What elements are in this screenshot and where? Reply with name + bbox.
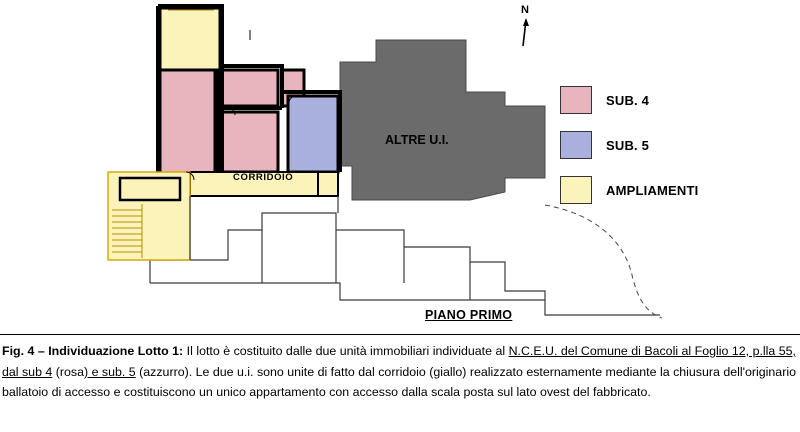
color-swatch-sub4 (560, 86, 592, 114)
caption-figure-number: Fig. 4 – Individuazione Lotto 1: (2, 344, 184, 358)
boundary-dashed (545, 205, 662, 318)
legend-item-ampliamenti (560, 176, 790, 204)
stairs-ampliamenti (108, 172, 190, 260)
color-swatch-ampliamenti (560, 176, 592, 204)
site-connector (190, 196, 338, 260)
legend-label-ampliamenti: AMPLIAMENTI (606, 182, 699, 198)
caption-underline-1: N.C.E.U. del Comune di Bacoli al Foglio 12, p.lla 55, dal sub 4 (2, 344, 796, 379)
caption-text-2: (rosa (52, 364, 84, 379)
figure-caption (2, 341, 796, 403)
ampliamenti-top (160, 8, 220, 70)
legend-item-sub4 (560, 86, 790, 114)
legend-label-sub5: SUB. 5 (606, 137, 650, 153)
north-arrow (505, 4, 545, 53)
legend (560, 86, 790, 221)
site-outline (150, 213, 660, 315)
caption-text-3: (azzurro). Le due u.i. sono unite di fatto dal corridoio (giallo) realizzato esternamente mediante la chiusura dell'originario ballatoio di accesso e costituiscono un unico appartamento con accesso dalla scala posta sul lato ovest del fabbricato. (2, 364, 796, 399)
legend-label-sub4: SUB. 4 (606, 92, 650, 108)
label-altre-ui: ALTRE U.I. (385, 133, 449, 147)
label-corridoio: CORRIDOIO (233, 172, 294, 183)
caption-underline-2: ) e sub. 5 (84, 364, 136, 379)
caption-text-1: Il lotto è costituito dalle due unità immobiliari individuate al (183, 344, 509, 358)
plan-title: PIANO PRIMO (425, 308, 513, 322)
north-arrow-icon (512, 16, 538, 48)
color-swatch-sub5 (560, 131, 592, 159)
other-units-block (340, 40, 545, 200)
north-label: N (521, 4, 529, 16)
caption-divider (0, 334, 800, 335)
legend-item-sub5 (560, 131, 790, 159)
